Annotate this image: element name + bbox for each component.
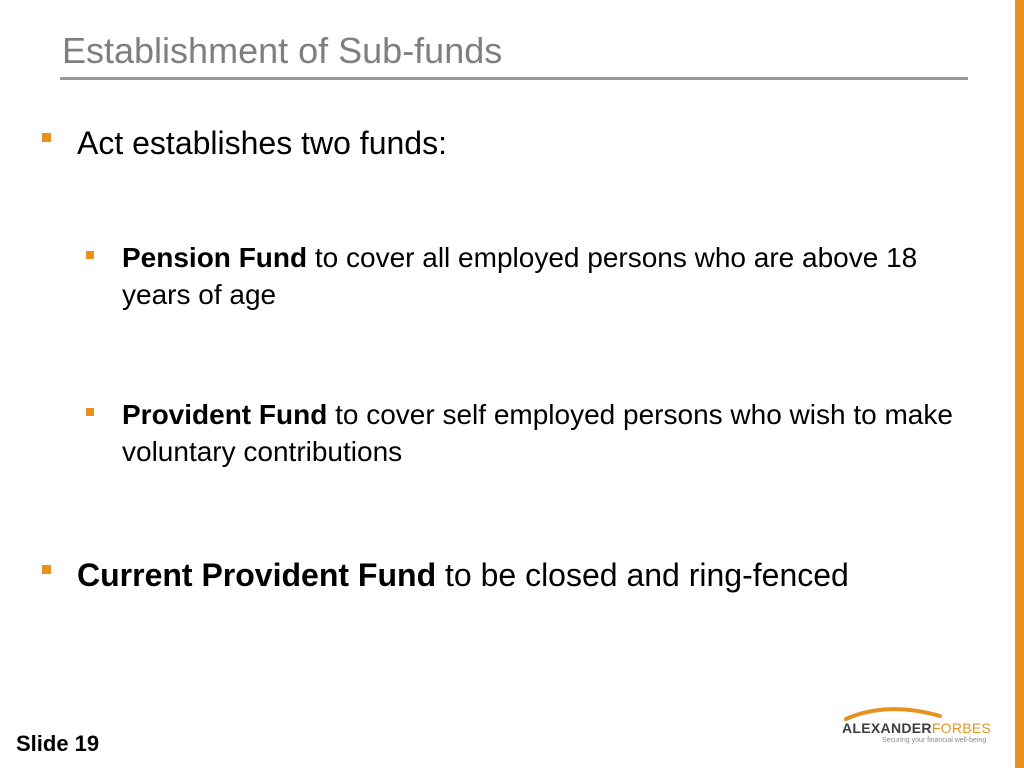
alexander-forbes-logo [836, 703, 1002, 749]
square-bullet-icon [42, 565, 51, 574]
bullet-act-establishes [42, 122, 447, 164]
square-bullet-icon [86, 251, 94, 259]
square-bullet-icon [86, 408, 94, 416]
bullet-current-provident-fund [42, 554, 849, 596]
slide-title: Establishment of Sub-funds [62, 30, 503, 71]
bullet-text: Pension Fund to cover all employed persons who are above 18 years of age [122, 242, 918, 310]
bullet-text: Current Provident Fund to be closed and ring-fenced [77, 557, 849, 593]
right-accent-bar [1015, 0, 1024, 768]
bullet-text: Provident Fund to cover self employed persons who wish to make voluntary contributions [122, 399, 953, 467]
bullet-bold-term: Current Provident Fund [77, 557, 437, 593]
logo-tagline: Securing your financial well-being [882, 737, 987, 744]
title-underline [60, 77, 968, 80]
square-bullet-icon [42, 133, 51, 142]
bullet-bold-term: Provident Fund [122, 399, 328, 430]
bullet-bold-term: Pension Fund [122, 242, 308, 273]
slide-number: Slide 19 [16, 731, 100, 756]
bullet-provident-fund [86, 397, 956, 471]
logo-wordmark: ALEXANDERFORBES [842, 720, 992, 736]
bullet-text: Act establishes two funds: [77, 125, 447, 161]
bullet-pension-fund [86, 240, 956, 314]
